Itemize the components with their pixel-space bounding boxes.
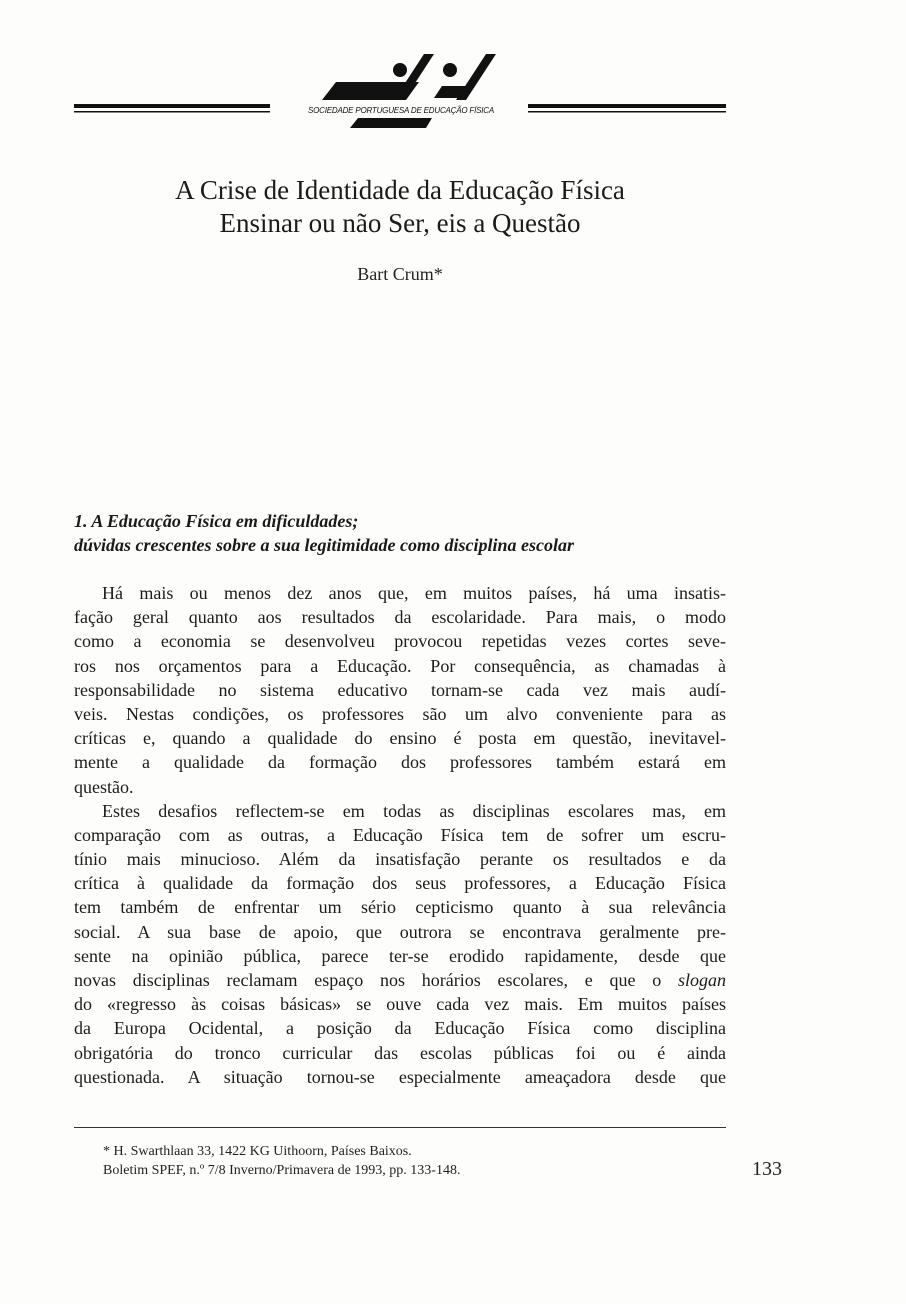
body-line: questionada. A situação tornou-se especialmente ameaçadora desde que	[74, 1066, 726, 1087]
body-line: sente na opinião pública, parece ter-se erodido rapidamente, desde que	[74, 945, 726, 966]
body-line: social. A sua base de apoio, que outrora se encontrava geralmente pre-	[74, 921, 726, 942]
body-line: do «regresso às coisas básicas» se ouve cada vez mais. Em muitos países	[74, 994, 726, 1015]
body-line-text: novas disciplinas reclamam espaço nos horários escolares, e que o	[74, 970, 662, 990]
body-line: crítica à qualidade da formação dos seus professores, a Educação Física	[74, 873, 726, 894]
body-line: comparação com as outras, a Educação Física tem de sofrer um escru-	[74, 824, 726, 845]
society-name: SOCIEDADE PORTUGUESA DE EDUCAÇÃO FÍSICA	[307, 106, 494, 115]
body-line: mente a qualidade da formação dos professores também estará em	[74, 752, 726, 773]
citation-footnote: Boletim SPEF, n.º 7/8 Inverno/Primavera de 1993, pp. 133-148.	[103, 1163, 461, 1178]
page-number: 133	[752, 1158, 782, 1180]
spef-logo-icon	[74, 52, 726, 132]
body-line: fação geral quanto aos resultados da escolaridade. Para mais, o modo	[74, 607, 726, 628]
body-text	[74, 581, 726, 1089]
author-footnote: * H. Swarthlaan 33, 1422 KG Uithoorn, Países Baixos.	[103, 1144, 412, 1159]
body-line: ros nos orçamentos para a Educação. Por consequência, as chamadas à	[74, 655, 726, 676]
body-line: Estes desafios reflectem-se em todas as disciplinas escolares mas, em	[102, 800, 726, 821]
masthead	[74, 52, 726, 132]
body-line: da Europa Ocidental, a posição da Educação Física como disciplina	[74, 1018, 726, 1039]
article-title-line-1: A Crise de Identidade da Educação Física	[175, 175, 625, 205]
body-line: Há mais ou menos dez anos que, em muitos países, há uma insatis-	[102, 583, 726, 603]
section-heading-line-1: 1. A Educação Física em dificuldades;	[74, 511, 359, 531]
article-author: Bart Crum*	[357, 264, 443, 284]
body-line: questão.	[74, 776, 134, 797]
section-heading-line-2: dúvidas crescentes sobre a sua legitimidade como disciplina escolar	[74, 535, 574, 555]
body-line: como a economia se desenvolveu provocou repetidas vezes cortes seve-	[74, 631, 726, 652]
footnote-divider	[74, 1127, 726, 1128]
body-line-with-slogan	[74, 968, 726, 992]
body-line: críticas e, quando a qualidade do ensino é posta em questão, inevitavel-	[74, 728, 726, 749]
body-line: veis. Nestas condições, os professores são um alvo conveniente para as	[74, 703, 726, 724]
slogan-italic: slogan	[677, 970, 726, 990]
body-line: tínio mais minucioso. Além da insatisfação perante os resultados e da	[74, 849, 726, 870]
body-line: responsabilidade no sistema educativo tornam-se cada vez mais audí-	[74, 679, 726, 700]
article-title-line-2: Ensinar ou não Ser, eis a Questão	[219, 208, 581, 238]
body-line: tem também de enfrentar um sério cepticismo quanto à sua relevância	[74, 897, 726, 918]
body-line: obrigatória do tronco curricular das escolas públicas foi ou é ainda	[74, 1042, 726, 1063]
